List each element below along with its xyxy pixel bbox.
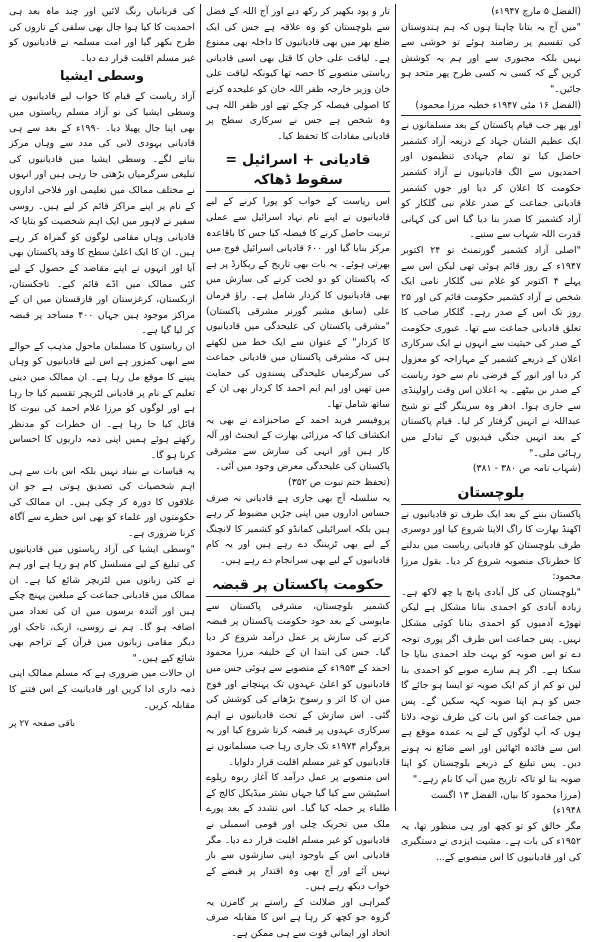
- body-paragraph: یہ سلسلہ آج بھی جاری ہے قادیانی نہ صرف حساس اداروں میں اپنی جڑیں مضبوط کر رہے ہیں بلکہ اسرائیلی کمانڈو کو کشمیر کا لانچنگ کے لیے بھی ٹریننگ دے رہے ہیں اور یہ کام قادیانیوں کے لیے بھی سرانجام دے رہے ہیں۔: [206, 492, 390, 566]
- section-heading-qadiani-israel: قادیانی + اسرائیل = سقوط ڈھاکہ: [206, 150, 390, 192]
- quote-paragraph: "وسطی ایشیا کی آزاد ریاستوں میں قادیانیوں کی تبلیغ کے لیے مسلسل کام ہو رہا ہے اور ہم نے کئی زبانوں میں لٹریچر شائع کیا ہے۔ ان ممالک میں قادیانی جماعت کے مبلغین پہنچ چکے ہیں اور آئندہ برسوں میں ان کی تعداد میں اضافہ ہو گا۔ ہم نے روسی، ازبک، تاجک اور دیگر مقامی زبانوں میں قرآن کے تراجم بھی شائع کیے ہیں۔": [9, 543, 195, 664]
- body-paragraph: اس ریاست کے خواب کو پورا کرنے کے لیے قادیانیوں نے اپنے نام نہاد اسرائیل سے عملی تربیت حاصل کرنے کا فیصلہ کیا جس کا باقاعدہ مرکز بنایا گیا اور ۶۰۰ قادیانی اسرائیل فوج میں بھرتی ہوئے۔ یہ بات بھی تاریخ کے ریکارڈ پر ہے کہ پاکستان کو دو لخت کرنے کی سازش میں بھی قادیانیوں کا کردار شامل ہے۔ راؤ فرمان علی (سابق مشیر گورنر مشرقی پاکستان) "مشرقی پاکستان کی علیحدگی میں قادیانیوں کا کردار" کے عنوان سے ایک خط میں لکھتے ہیں کہ مشرقی پاکستان میں قادیانی جماعت کی سرگرمیاں علیحدگی پسندوں کی حمایت میں تھیں اور ایم ایم احمد کا کردار بھی ان کے ساتھ شامل تھا۔: [206, 196, 390, 411]
- body-paragraph: کشمیر بلوچستان، مشرقی پاکستان سے مایوسی کے بعد خود حکومت پاکستان پر قبضہ کرنے کی سازش پر عمل درآمد شروع کر دیا گیا۔ جس کی ابتدا ان کے خلیفہ مرزا محمود احمد کے ۱۹۵۳ء کے منصوبے سے ہوئی جس میں قادیانیوں کو اعلیٰ عہدوں تک پہنچانے اور فوج میں ان کا اثر و رسوخ بڑھانے کی کوشش کی گئی۔ اس سازش کے تحت قادیانیوں نے اہم سرکاری عہدوں پر قبضہ کرنا شروع کیا اور یہ پروگرام ۱۹۷۴ء تک جاری رہا جب مسلمانوں نے قادیانیوں کو غیر مسلم اقلیت قرار دلوایا۔: [206, 600, 391, 768]
- body-paragraph: اس منصوبے پر عمل درآمد کا آغاز ربوہ ریلوے اسٹیشن سے کیا گیا جہاں نشتر میڈیکل کالج کے طلباء پر حملہ کیا گیا۔ اس تشدد کے بعد پورے ملک میں تحریک چلی اور قومی اسمبلی نے قادیانیوں کو غیر مسلم اقلیت قرار دے دیا۔ مگر قادیانی اس کے باوجود اپنی سازشوں سے باز نہیں آئے اور آج بھی وہ اقتدار پر قبضے کے خواب دیکھ رہے ہیں۔: [206, 772, 390, 893]
- body-paragraph: یہ قیاسات بے بنیاد نہیں بلکہ اس بات سے ہی اہم شخصیات کی تصدیق ہوتی ہے جو ان علاقوں کا دورہ کر چکی ہیں۔ ان ممالک کی حکومتوں اور علماء کو بھی اس خطرے سے آگاہ کرنا ضروری ہے۔: [9, 465, 195, 539]
- column-right: [396, 4, 586, 863]
- continued-note: باقی صفحہ ۲۷ پر: [9, 719, 76, 730]
- citation: (شہاب نامہ ص ۳۸۰ - ۳۸۱): [472, 463, 581, 475]
- body-paragraph: مگر خالق کو تو کچھ اور ہی منظور تھا، یہ ۱۹۵۲ء کی بات ہے۔ مشیت ایزدی نے دستگیری کی اور قادیانیوں کا اس منصوبے کے...: [401, 820, 581, 863]
- body-paragraph: ان ریاستوں کا مسلمان ماحول مذہب کے حوالے سے ابھی کمزور ہے اس لیے قادیانیوں کو وہاں پنپنے کا موقع مل رہا ہے۔ ان ممالک میں دینی تعلیم کے نام پر قادیانی لٹریچر تقسیم کیا جا رہا ہے اور لوگوں کو مرزا غلام احمد کی نبوت کا قائل کیا جا رہا ہے۔ ان خطرات کو مدنظر رکھتے ہوئے ہمیں اپنی ذمہ داریوں کا احساس کرنا ہو گا۔: [9, 340, 195, 462]
- citation: (مرزا محمود کا بیان، الفضل ۱۳ اگست ۱۹۴۸ء): [430, 789, 581, 817]
- body-paragraph: پاکستان بننے کے بعد ایک طرف تو قادیانیوں نے اکھنڈ بھارت کا راگ الاپنا شروع کیا اور دوسری طرف بلوچستان کو قادیانی ریاست میں بدلنے کا خطرناک منصوبہ شروع کر دیا۔ بقول مرزا محمود:: [401, 508, 581, 583]
- section-heading-central-asia: وسطی ایشیا: [60, 69, 144, 85]
- column-left: [4, 4, 200, 811]
- column-middle: [200, 4, 396, 940]
- column-container: [4, 4, 586, 940]
- body-paragraph: کی قربانیاں رنگ لائیں اور چند ماہ بعد ہی احمدیت کا کیا ہوا جال بھی سلفی کے تاروں کی طرح بکھر گیا اور امت مسلمہ نے قادیانیوں کو غیر مسلم اقلیت قرار دے دیا۔: [9, 6, 195, 64]
- citation: (تحفظ ختم نبوت ص ۳۵۲): [288, 477, 390, 489]
- body-paragraph: آزاد ریاست کے قیام کا خواب لیے قادیانیوں نے وسطی ایشیا کی نو آزاد مسلم ریاستوں میں بھی اپنا جال پھیلا دیا۔ ۱۹۹۰ء کے بعد سے ہی قادیانی یہودی لابی کی مدد سے وہاں مرکز بنانے لگے۔ وسطی ایشیا میں قادیانیوں کی تبلیغی سرگرمیاں بڑھتی جا رہی ہیں اور انہوں نے مختلف ممالک میں تعلیمی اور فلاحی اداروں کے نام پر اپنے مراکز قائم کر لیے ہیں۔ روسی سفیر نے لاہور میں ایک اہم شخصیت کو بتایا کہ قادیانی وہاں مقامی لوگوں کو گمراہ کر رہے ہیں۔ ان کا ایک اعلیٰ سطح کا وفد پاکستان بھی آیا اور انہوں نے اپنے مقاصد کے حصول کے لیے کئی ممالک میں اڈے قائم کیے۔ تاجکستان، ازبکستان، کرغزستان اور قازقستان میں ان کے مراکز موجود ہیں جہاں ۴۰۰ مساجد پر قبضہ کر لیا گیا ہے۔: [9, 91, 195, 337]
- divider: [401, 115, 581, 116]
- section-heading-balochistan: بلوچستان: [401, 483, 581, 505]
- quote-paragraph: "اصلی آزاد کشمیر گورنمنٹ تو ۲۴ اکتوبر ۱۹۴۷ء کے روز قائم ہوئی تھی لیکن اس سے پہلے ۴ اکتوبر کو غلام نبی گلکار نامی ایک شخص نے آزاد کشمیر حکومت قائم کی اور ۲۵ روز تک اس کے صدر رہے۔ گلکار صاحب کا تعلق قادیانی جماعت سے تھا۔ عبوری حکومت کے صدر کی حیثیت سے انہوں نے ایک سرکاری اعلان کے ذریعے کشمیر کے مہاراجہ کو معزول کر دیا اور انور کے فرضی نام سے خود ریاست کے صدر بن بیٹھے۔ یہ اعلان اس وقت راولپنڈی سے جاری ہوا۔ ادھر وہ سرینگر گئے تو شیخ عبداللہ نے انہیں گرفتار کر لیا۔ قیام پاکستان کے بعد انہیں جنگی قیدیوں کے تبادلے میں رہائی ملی۔": [401, 244, 581, 459]
- body-paragraph: گمراہی اور ضلالت کے راستے پر گامزن یہ گروہ جو کچھ کر رہا ہے اس کا مقابلہ صرف اتحاد اور ایمانی قوت سے ہی ممکن ہے۔: [206, 896, 390, 940]
- body-paragraph: اور پھر جب قیام پاکستان کے بعد مسلمانوں نے ایک عظیم الشان جہاد کے ذریعہ آزاد کشمیر حاصل کیا تو تمام جہادی تنظیموں اور احمدیوں سے الگ قادیانیوں نے آزاد کشمیر حکومت کا اعلان کر دیا اور جوں کشمیر قادیانی جماعت کے صدر غلام نبی گلکار کو آزاد کشمیر کا صدر بنا دیا گیا اس کی کہانی قدرت اللہ شہاب سے سنیے۔: [401, 120, 581, 241]
- quote-paragraph: "بلوچستان کی کل آبادی پانچ یا چھ لاکھ ہے۔ زیادہ آبادی کو احمدی بنانا مشکل ہے لیکن تھوڑے آدمیوں کو احمدی بنانا کوئی مشکل نہیں۔ پس جماعت اس طرف اگر پوری توجہ دے تو اس صوبہ کو بہت جلد احمدی بنایا جا سکتا ہے۔ اگر ہم سارے صوبے کو احمدی بنا لیں تو کم از کم ایک صوبہ تو ایسا ہو جائے گا جس کو ہم اپنا صوبہ کہہ سکیں گے۔ پس میں جماعت کو اس بات کی طرف توجہ دلاتا ہوں کہ آپ لوگوں کے لیے یہ عمدہ موقع ہے اس سے فائدہ اٹھائیں اور اسے ضائع نہ ہونے دیں۔ پس تبلیغ کے ذریعے بلوچستان کو اپنا صوبہ بنا لو تاکہ تاریخ میں آپ کا نام رہے۔": [401, 586, 581, 785]
- quote-paragraph: "میں آج یہ بتانا چاہتا ہوں کہ ہم ہندوستان کی تقسیم پر رضامند ہوئے تو خوشی سے نہیں بلکہ مجبوری سے اور ہم یہ کوشش کریں گے کہ کسی نہ کسی طرح پھر متحد ہو جائیں۔": [401, 21, 581, 95]
- citation: (الفضل ۱۶ مئی ۱۹۴۷ء خطبہ مرزا محمود): [415, 99, 581, 111]
- citation: (الفضل ۵ مارچ ۱۹۴۷ء): [491, 6, 581, 17]
- body-paragraph: پروفیسر فرید احمد کے صاحبزادے نے بھی یہ انکشاف کیا کہ مرزائی بھارت کے ایجنٹ اور آلہ کار ہیں اور انہی کی سازش سے مشرقی پاکستان کی علیحدگی معرض وجود میں آئی۔: [206, 414, 390, 473]
- section-heading-government: حکومت پاکستان پر قبضہ: [206, 575, 390, 597]
- body-paragraph: تار و پود بکھیر کر رکھ دیے اور آج اللہ کے فضل سے بلوچستان کو وہ علاقہ ہے جس کی ایک ضلع بھر میں بھی قادیانیوں کا داخلہ بھی ممنوع ہے۔ لیاقت علی خان کا قتل بھی اسی قادیانی ریاستی منصوبے کا حصہ تھا کیونکہ لیاقت علی خان وزیر خارجہ ظفر اللہ خان کو علیحدہ کرنے کا اصولی فیصلہ کر چکے تھے اور ظفر اللہ ہی وہ شخص ہے جس نے سرکاری سطح پر قادیانی مفادات کا تحفظ کیا۔: [206, 6, 390, 142]
- body-paragraph: ان حالات میں ضروری ہے کہ مسلم ممالک اپنی ذمہ داری ادا کریں اور قادیانیت کے اس فتنے کا مقابلہ کریں۔: [9, 668, 195, 711]
